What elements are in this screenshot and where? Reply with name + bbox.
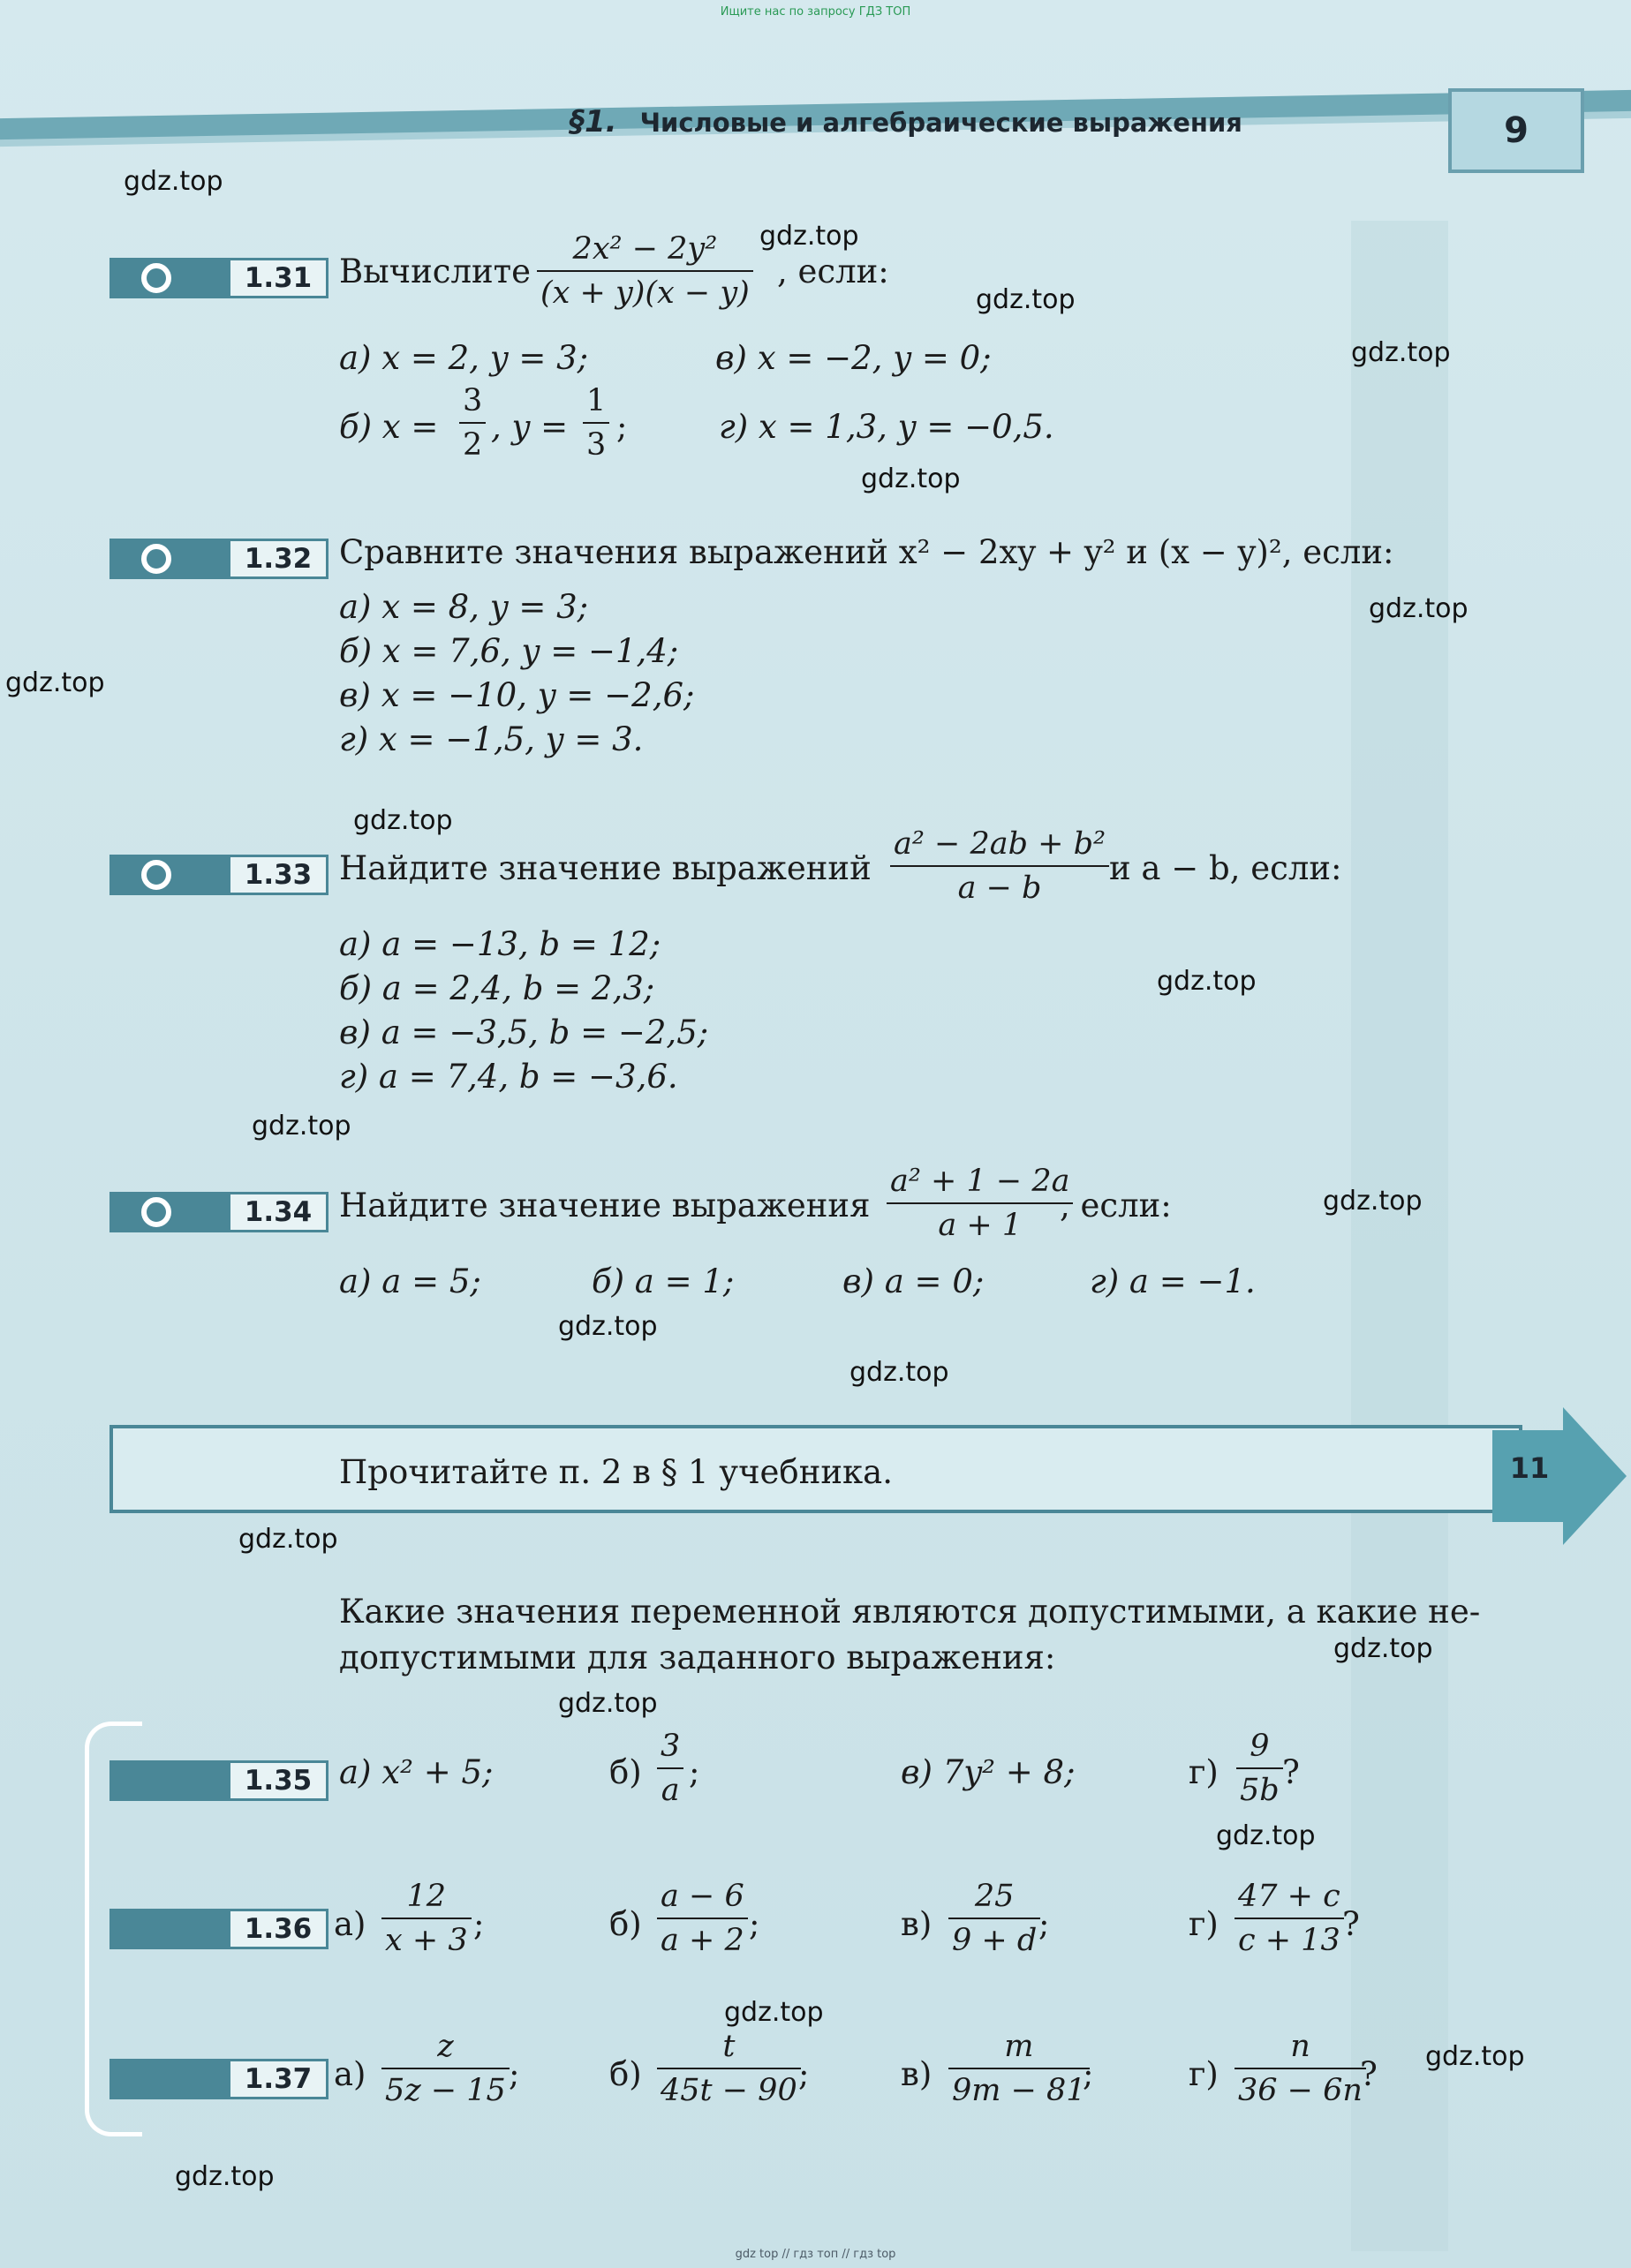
fraction [657,2029,801,2108]
exercise-tail: , если: [777,252,889,290]
watermark: gdz.top [5,667,105,698]
fraction-numerator: 1 [583,383,609,424]
option-v-lead: в) [901,2055,933,2093]
bottom-note: gdz top // гдз топ // гдз top [735,2248,896,2261]
watermark: gdz.top [1425,2041,1525,2072]
section-number: §1. [570,104,617,139]
option-g: г) a = −1. [1090,1262,1256,1300]
fraction-numerator: n [1235,2029,1366,2069]
fraction [381,2029,510,2108]
exercise-number: 1.35 [228,1760,328,1801]
section-name: Числовые и алгебраические выражения [639,108,1242,138]
fraction-denominator: 45t − 90 [661,2073,797,2108]
option-a: а) x² + 5; [339,1753,494,1791]
question-line-1: Какие значения переменной являются допустимыми, а какие не- [339,1593,1481,1631]
fraction [657,1879,748,1958]
fraction-numerator: m [948,2029,1090,2069]
option-b-end: ; [798,2055,810,2093]
next-page-badge: 11 [1509,1451,1550,1485]
option-v: в) a = −3,5, b = −2,5; [339,1013,709,1051]
fraction [381,1879,472,1958]
fraction-denominator: a + 1 [938,1208,1023,1243]
option-b: б) a = 1; [592,1262,735,1300]
watermark: gdz.top [759,221,859,252]
option-g: г) x = 1,3, y = −0,5. [719,408,1054,446]
option-v: в) a = 0; [842,1262,985,1300]
option-b-end: ; [749,1905,760,1943]
option-g-lead: г) [1189,1753,1219,1791]
exercise-number: 1.32 [228,539,328,579]
fraction-numerator: 25 [948,1879,1040,1919]
fraction [537,231,753,311]
option-v-lead: в) [901,1905,933,1943]
watermark: gdz.top [724,1997,824,2028]
option-b: б) x = 7,6, y = −1,4; [339,632,679,670]
fraction [887,1164,1073,1243]
section-title [570,104,1242,139]
fraction-numerator: 47 + c [1235,1879,1344,1919]
fraction-denominator: 3 [586,427,607,463]
option-a-lead: а) [334,1905,366,1943]
exercise-number: 1.34 [228,1192,328,1232]
exercise-lead: Найдите значение выражения [339,1187,871,1224]
fraction [948,1879,1040,1958]
exercise-lead: Сравните значения выражений x² − 2xy + y² и (x − y)², если: [339,533,1394,571]
fraction-denominator: c + 13 [1238,1923,1340,1958]
fraction-numerator: 3 [459,383,486,424]
option-b-lead: б) [609,1905,642,1943]
arrow-head [1563,1407,1627,1545]
fraction-numerator: a² − 2ab + b² [890,826,1109,867]
option-b-lead: б) x = [339,408,439,446]
option-v: в) 7y² + 8; [901,1753,1076,1791]
option-b-end: ; [689,1753,700,1791]
circle-icon [141,1197,171,1227]
watermark: gdz.top [1323,1186,1423,1217]
exercise-number: 1.31 [228,258,328,298]
fraction [1235,1879,1344,1958]
fraction-denominator: x + 3 [385,1923,468,1958]
fraction-denominator: a [661,1773,680,1808]
option-b: б) a = 2,4, b = 2,3; [339,969,655,1007]
fraction-numerator: 9 [1236,1729,1283,1769]
option-g: г) x = −1,5, y = 3. [339,720,644,758]
fraction-numerator: 12 [381,1879,472,1919]
fraction-denominator: 5b [1240,1773,1280,1808]
watermark: gdz.top [1351,337,1451,368]
watermark: gdz.top [558,1311,658,1342]
watermark: gdz.top [1333,1633,1433,1664]
watermark: gdz.top [252,1111,351,1142]
fraction [657,1729,683,1808]
option-b-end: ; [616,408,628,446]
watermark: gdz.top [976,284,1076,315]
circle-icon [141,263,171,293]
fraction-numerator: t [657,2029,801,2069]
fraction-denominator: 36 − 6n [1238,2073,1363,2108]
fraction-numerator: a − 6 [657,1879,748,1919]
option-a: а) a = −13, b = 12; [339,925,661,963]
fraction [890,826,1109,906]
show-through-column [1351,221,1448,2251]
option-g-end: ? [1360,2055,1378,2093]
fraction [583,383,609,463]
option-v-end: ; [1083,2055,1094,2093]
circle-icon [141,860,171,890]
fraction-denominator: a + 2 [661,1923,744,1958]
top-note: Ищите нас по запросу ГДЗ ТОП [720,5,911,19]
exercise-number: 1.37 [228,2059,328,2099]
page-number: 9 [1448,88,1584,173]
fraction-numerator: 2x² − 2y² [537,231,753,272]
option-b-lead: б) [609,1753,642,1791]
option-a-lead: а) [334,2055,366,2093]
watermark: gdz.top [353,805,453,836]
option-g: г) a = 7,4, b = −3,6. [339,1058,678,1096]
watermark: gdz.top [861,463,961,494]
option-g-lead: г) [1189,1905,1219,1943]
option-v-end: ; [1038,1905,1050,1943]
watermark: gdz.top [1369,593,1469,624]
option-a-end: ; [473,1905,485,1943]
option-b-lead: б) [609,2055,642,2093]
exercise-tail: и a − b, если: [1109,849,1342,887]
fraction-denominator: 9m − 81 [952,2073,1086,2108]
option-g-end: ? [1282,1753,1300,1791]
fraction-denominator: (x + y)(x − y) [540,275,750,311]
watermark: gdz.top [1216,1820,1316,1851]
exercise-number: 1.33 [228,855,328,895]
watermark: gdz.top [124,166,223,197]
fraction-denominator: 2 [463,427,483,463]
option-a: а) x = 8, y = 3; [339,588,589,626]
option-b-mid: , y = [491,408,569,446]
exercise-lead: Найдите значение выражений [339,849,872,887]
read-note: Прочитайте п. 2 в § 1 учебника. [339,1453,893,1491]
option-a-end: ; [509,2055,520,2093]
option-v: в) x = −2, y = 0; [715,339,992,377]
fraction [1236,1729,1283,1808]
fraction-denominator: 5z − 15 [385,2073,506,2108]
question-line-2: допустимыми для заданного выражения: [339,1639,1056,1677]
fraction [459,383,486,463]
fraction-denominator: 9 + d [952,1923,1038,1958]
fraction [1235,2029,1366,2108]
exercise-tail: , если: [1060,1187,1172,1224]
fraction [948,2029,1090,2108]
fraction-numerator: z [381,2029,510,2069]
option-a: а) a = 5; [339,1262,481,1300]
watermark: gdz.top [175,2161,275,2192]
circle-icon [141,544,171,574]
option-g-lead: г) [1189,2055,1219,2093]
watermark: gdz.top [238,1524,338,1555]
option-a: а) x = 2, y = 3; [339,339,589,377]
option-g-end: ? [1342,1905,1360,1943]
fraction-numerator: 3 [657,1729,683,1769]
exercise-lead: Вычислите [339,252,532,290]
option-v: в) x = −10, y = −2,6; [339,676,695,714]
watermark: gdz.top [849,1357,949,1388]
fraction-numerator: a² + 1 − 2a [887,1164,1073,1204]
watermark: gdz.top [558,1688,658,1719]
watermark: gdz.top [1157,966,1257,997]
fraction-denominator: a − b [957,870,1042,906]
exercise-number: 1.36 [228,1909,328,1949]
